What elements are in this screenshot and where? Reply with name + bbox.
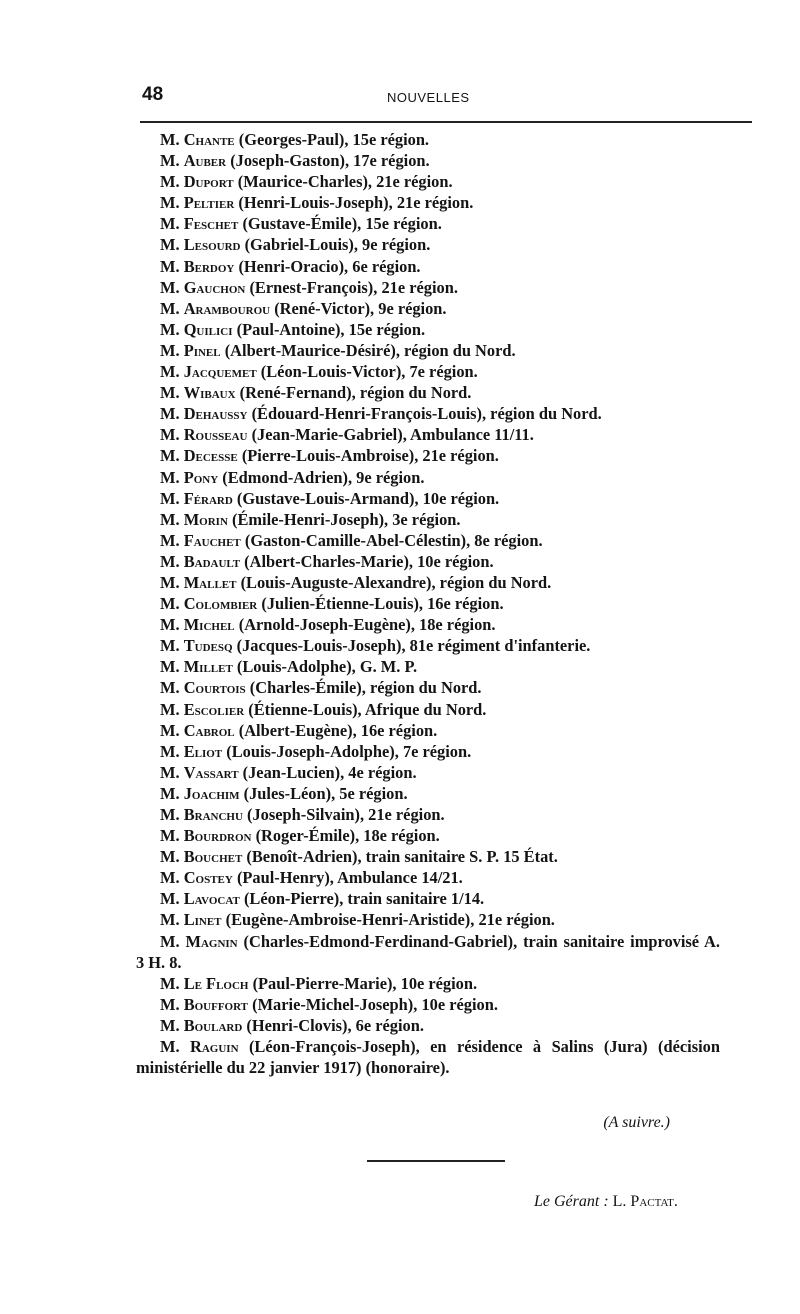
entry-title: M. <box>160 509 180 529</box>
entry-surname: Peltier <box>183 193 235 213</box>
entry-details: (Jacques-Louis-Joseph), 81e régiment d'infanterie. <box>236 636 591 656</box>
entry-details: (Albert-Eugène), 16e région. <box>238 720 438 740</box>
entry-title: M. <box>160 172 180 192</box>
entry-surname: Badault <box>183 551 241 571</box>
entry-title: M. <box>160 214 180 234</box>
entry-surname: Bourdron <box>183 826 252 846</box>
entry-details: (Charles-Edmond-Ferdinand-Gabriel), train sanitaire improvisé A. 3 H. 8. <box>136 931 720 972</box>
entry-details: (Louis-Joseph-Adolphe), 7e région. <box>226 741 472 761</box>
entry-title: M. <box>160 699 180 719</box>
list-item <box>136 551 720 572</box>
entry-title: M. <box>160 298 180 318</box>
entry-surname: Pinel <box>183 340 221 360</box>
list-item <box>136 403 720 424</box>
entry-details: (Roger-Émile), 18e région. <box>255 826 440 846</box>
entry-surname: Magnin <box>185 931 238 951</box>
list-item <box>136 699 720 720</box>
entry-surname: Bouffort <box>183 994 249 1014</box>
list-item <box>136 720 720 741</box>
entry-details: (Édouard-Henri-François-Louis), région du Nord. <box>251 404 602 424</box>
entry-title: M. <box>160 383 180 403</box>
entry-title: M. <box>160 256 180 276</box>
entry-details: (Maurice-Charles), 21e région. <box>237 172 453 192</box>
entry-title: M. <box>160 488 180 508</box>
entry-title: M. <box>160 404 180 424</box>
entry-surname: Chante <box>183 130 235 149</box>
list-item <box>136 909 720 930</box>
entry-title: M. <box>160 994 180 1014</box>
entry-surname: Auber <box>183 151 227 171</box>
list-item <box>136 1036 720 1078</box>
entry-title: M. <box>160 530 180 550</box>
entry-title: M. <box>160 446 180 466</box>
list-item <box>136 171 720 192</box>
entry-title: M. <box>160 910 180 930</box>
entry-details: (Ernest-François), 21e région. <box>249 277 458 297</box>
entry-title: M. <box>160 151 180 171</box>
list-item <box>136 973 720 994</box>
entry-title: M. <box>160 277 180 297</box>
list-item <box>136 931 720 973</box>
list-item <box>136 277 720 298</box>
entry-surname: Arambourou <box>183 298 271 318</box>
entry-surname: Quilici <box>183 319 233 339</box>
entry-title: M. <box>160 889 180 909</box>
list-item <box>136 867 720 888</box>
entry-surname: Boulard <box>183 1015 243 1035</box>
entry-details: (Gaston-Camille-Abel-Célestin), 8e région. <box>244 530 543 550</box>
entry-surname: Eliot <box>183 741 223 761</box>
list-item <box>136 488 720 509</box>
entry-details: (Edmond-Adrien), 9e région. <box>222 467 425 487</box>
entry-title: M. <box>160 847 180 867</box>
list-item <box>136 635 720 656</box>
list-item <box>136 846 720 867</box>
entry-details: (Pierre-Louis-Ambroise), 21e région. <box>241 446 499 466</box>
list-item <box>136 213 720 234</box>
entry-details: (René-Victor), 9e région. <box>274 298 447 318</box>
entry-surname: Linet <box>183 910 222 930</box>
entry-details: (Henri-Louis-Joseph), 21e région. <box>238 193 474 213</box>
entry-details: (Étienne-Louis), Afrique du Nord. <box>248 699 487 719</box>
entry-details: (Georges-Paul), 15e région. <box>238 130 430 149</box>
entry-details: (Gabriel-Louis), 9e région. <box>244 235 431 255</box>
entry-details: (Henri-Clovis), 6e région. <box>246 1015 424 1035</box>
list-item <box>136 614 720 635</box>
entry-surname: Bouchet <box>183 847 243 867</box>
entry-surname: Feschet <box>183 214 239 234</box>
entry-details: (Gustave-Louis-Armand), 10e région. <box>236 488 500 508</box>
entry-details: (Louis-Auguste-Alexandre), région du Nord. <box>240 572 552 592</box>
list-item <box>136 192 720 213</box>
continued-note: (A suivre.) <box>603 1114 670 1131</box>
entry-title: M. <box>160 362 180 382</box>
entry-surname: Michel <box>183 615 235 635</box>
entry-surname: Fauchet <box>183 530 241 550</box>
entry-details: (Émile-Henri-Joseph), 3e région. <box>232 509 461 529</box>
entry-title: M. <box>160 657 180 677</box>
entry-surname: Joachim <box>183 783 240 803</box>
entry-surname: Férard <box>183 488 233 508</box>
footer-rule <box>367 1160 505 1162</box>
list-item <box>136 509 720 530</box>
list-item <box>136 1015 720 1036</box>
entry-surname: Millet <box>183 657 233 677</box>
entry-surname: Courtois <box>183 678 246 698</box>
entry-surname: Cabrol <box>183 720 235 740</box>
entry-surname: Pony <box>183 467 219 487</box>
entry-details: (Jules-Léon), 5e région. <box>243 783 408 803</box>
list-item <box>136 298 720 319</box>
list-item <box>136 762 720 783</box>
entry-title: M. <box>160 762 180 782</box>
entry-surname: Rousseau <box>183 425 248 445</box>
list-item <box>136 150 720 171</box>
list-item <box>136 129 720 150</box>
entry-details: (Charles-Émile), région du Nord. <box>249 678 482 698</box>
entry-surname: Vassart <box>183 762 239 782</box>
entry-details: (Jean-Marie-Gabriel), Ambulance 11/11. <box>251 425 534 445</box>
entry-surname: Costey <box>183 868 233 888</box>
entry-surname: Escolier <box>183 699 245 719</box>
entry-title: M. <box>160 868 180 888</box>
entry-surname: Le Floch <box>183 973 249 993</box>
list-item <box>136 424 720 445</box>
entry-surname: Mallet <box>183 572 237 592</box>
entry-details: (René-Fernand), région du Nord. <box>239 383 472 403</box>
entry-details: (Albert-Maurice-Désiré), région du Nord. <box>224 340 516 360</box>
list-item <box>136 994 720 1015</box>
entry-title: M. <box>160 1037 180 1057</box>
entry-surname: Dehaussy <box>183 404 248 424</box>
list-item <box>136 783 720 804</box>
entry-title: M. <box>160 193 180 213</box>
entry-details: (Paul-Henry), Ambulance 14/21. <box>236 868 463 888</box>
entry-surname: Wibaux <box>183 383 236 403</box>
entry-title: M. <box>160 636 180 656</box>
entry-title: M. <box>160 572 180 592</box>
entry-title: M. <box>160 741 180 761</box>
entry-title: M. <box>160 805 180 824</box>
list-item <box>136 825 720 846</box>
entry-title: M. <box>160 973 180 993</box>
entry-details: (Paul-Pierre-Marie), 10e région. <box>252 973 478 993</box>
list-item <box>136 677 720 698</box>
entry-title: M. <box>160 594 180 614</box>
list-item <box>136 656 720 677</box>
entry-surname: Duport <box>183 172 234 192</box>
entry-details: (Benoît-Adrien), train sanitaire S. P. 15 État. <box>246 847 558 867</box>
entry-details: (Joseph-Gaston), 17e région. <box>230 151 430 171</box>
entry-surname: Colombier <box>183 594 258 614</box>
entry-title: M. <box>160 467 180 487</box>
page-number: 48 <box>142 84 164 105</box>
entry-surname: Gauchon <box>183 277 246 297</box>
entry-details: (Léon-Pierre), train sanitaire 1/14. <box>243 889 485 909</box>
entry-title: M. <box>160 235 180 255</box>
entry-surname: Morin <box>183 509 228 529</box>
entry-title: M. <box>160 720 180 740</box>
entry-surname: Lesourd <box>183 235 241 255</box>
entry-title: M. <box>160 678 180 698</box>
list-item <box>136 319 720 340</box>
entry-title: M. <box>160 1015 180 1035</box>
running-header: NOUVELLES <box>387 90 470 105</box>
entry-title: M. <box>160 425 180 445</box>
entry-surname: Raguin <box>190 1037 239 1057</box>
signature <box>534 1193 678 1211</box>
list-item <box>136 361 720 382</box>
entry-details: (Louis-Adolphe), G. M. P. <box>236 657 418 677</box>
entry-surname: Tudesq <box>183 636 233 656</box>
entry-title: M. <box>160 130 180 149</box>
entry-details: (Léon-Louis-Victor), 7e région. <box>260 362 478 382</box>
manager-name: L. Pactat. <box>612 1193 678 1210</box>
entry-details: (Arnold-Joseph-Eugène), 18e région. <box>238 615 496 635</box>
list-item <box>136 382 720 403</box>
entry-details: (Julien-Étienne-Louis), 16e région. <box>261 594 504 614</box>
list-item <box>136 804 720 825</box>
list-item <box>136 888 720 909</box>
entry-surname: Lavocat <box>183 889 240 909</box>
entry-details: (Léon-François-Joseph), en résidence à Salins (Jura) (décision ministérielle du 22 janvier 1917) (honoraire). <box>136 1037 720 1078</box>
list-item <box>136 445 720 466</box>
list-item <box>136 256 720 277</box>
entry-surname: Berdoy <box>183 256 235 276</box>
list-item <box>136 572 720 593</box>
manager-label: Le Gérant : <box>534 1193 609 1210</box>
entry-details: (Henri-Oracio), 6e région. <box>238 256 421 276</box>
entry-details: (Albert-Charles-Marie), 10e région. <box>244 551 494 571</box>
entry-title: M. <box>160 551 180 571</box>
list-item <box>136 467 720 488</box>
entry-details: (Paul-Antoine), 15e région. <box>236 319 426 339</box>
entry-title: M. <box>160 931 180 951</box>
entry-title: M. <box>160 615 180 635</box>
entry-surname: Decesse <box>183 446 238 466</box>
list-item <box>136 234 720 255</box>
entry-details: (Eugène-Ambroise-Henri-Aristide), 21e région. <box>225 910 555 930</box>
list-item <box>136 530 720 551</box>
list-item <box>136 593 720 614</box>
header-rule <box>140 121 752 123</box>
entry-title: M. <box>160 826 180 846</box>
list-item <box>136 340 720 361</box>
entry-list <box>136 129 720 1078</box>
entry-title: M. <box>160 340 180 360</box>
entry-title: M. <box>160 783 180 803</box>
entry-surname: Jacquemet <box>183 362 257 382</box>
entry-details: (Jean-Lucien), 4e région. <box>242 762 417 782</box>
entry-details: (Gustave-Émile), 15e région. <box>242 214 442 234</box>
list-item <box>136 741 720 762</box>
entry-details: (Joseph-Silvain), 21e région. <box>247 805 445 824</box>
entry-surname: Branchu <box>183 805 243 824</box>
entry-details: (Marie-Michel-Joseph), 10e région. <box>252 994 498 1014</box>
entry-title: M. <box>160 319 180 339</box>
